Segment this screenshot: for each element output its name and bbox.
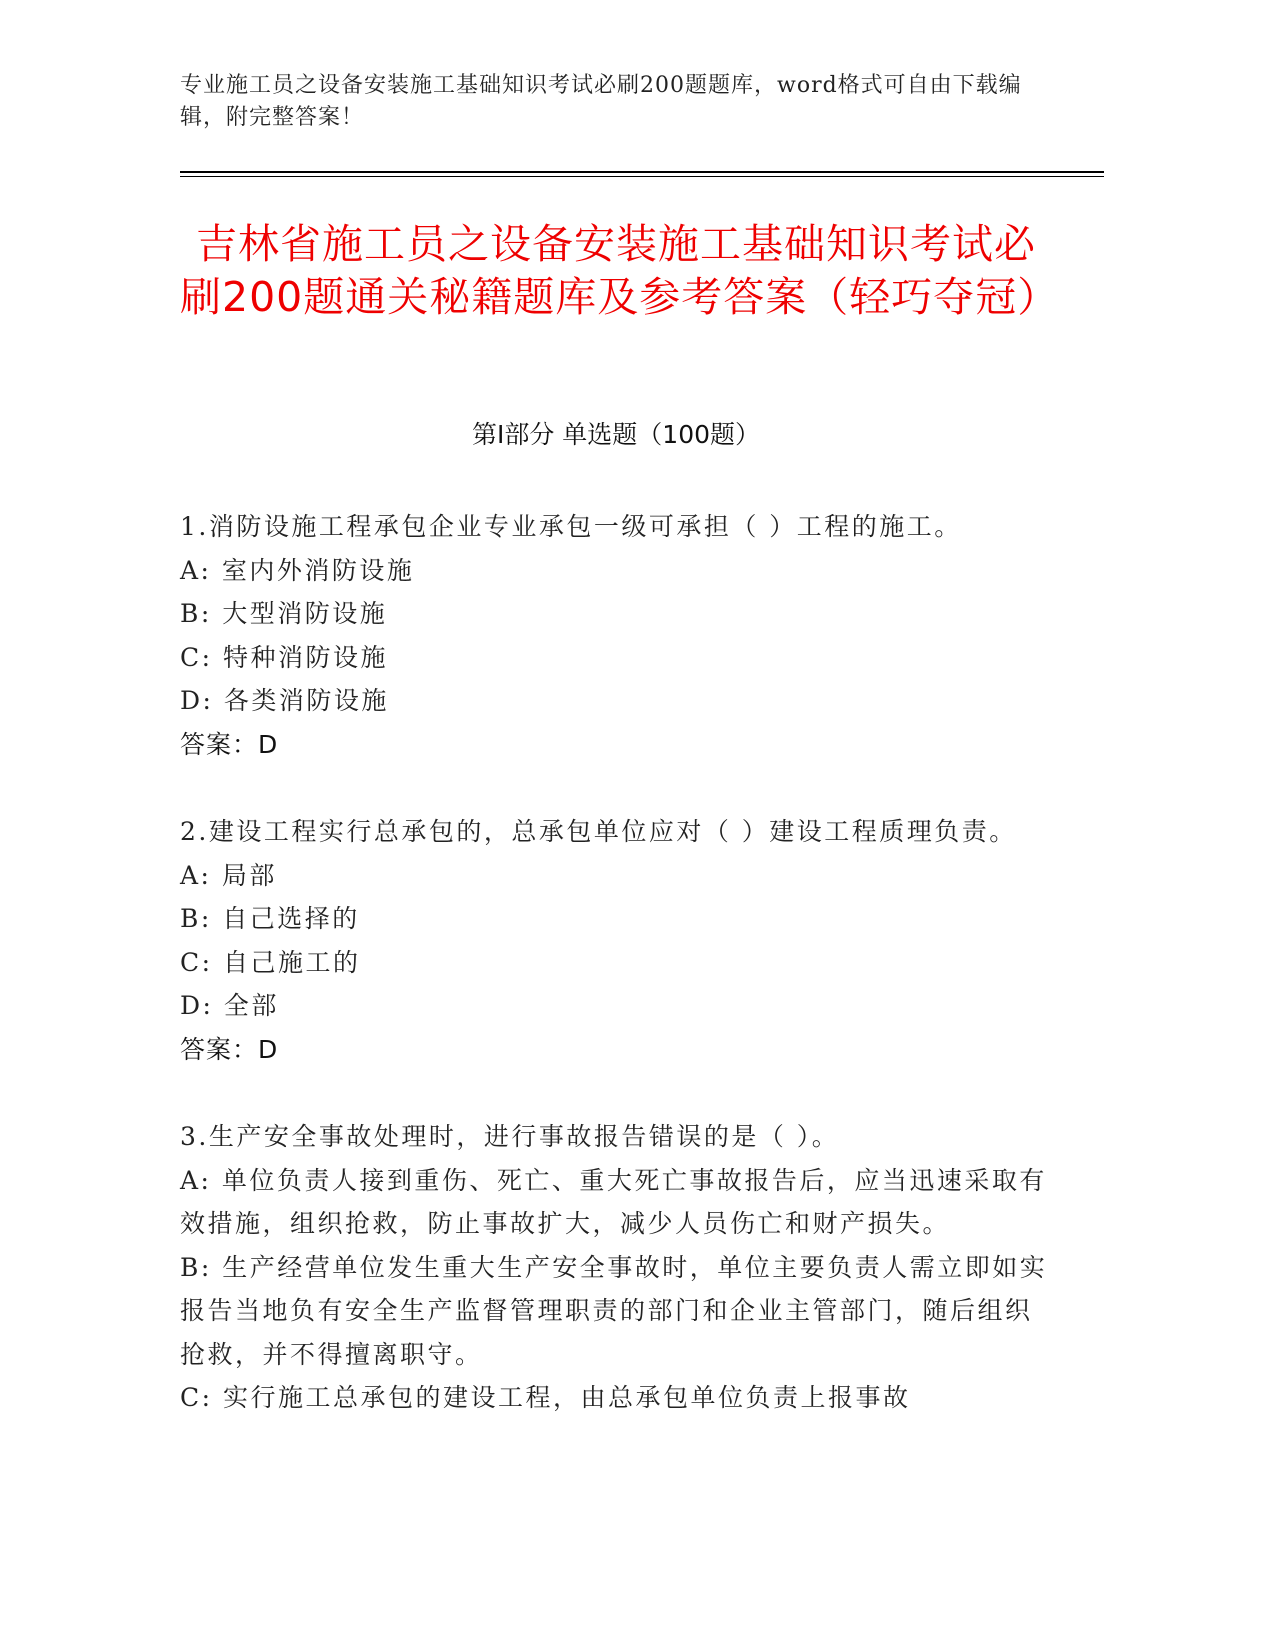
option-a: A: 室内外消防设施	[180, 555, 415, 585]
option-a: A: 单位负责人接到重伤、死亡、重大死亡事故报告后，应当迅速采取有效措施，组织抢救，防止事故扩大，减少人员伤亡和财产损失。	[180, 1165, 1047, 1238]
answer: 答案：D	[180, 1034, 279, 1064]
option-c: C: 实行施工总承包的建设工程，由总承包单位负责上报事故	[180, 1383, 911, 1412]
answer: 答案：D	[180, 729, 279, 759]
option-c: C: 自己施工的	[180, 947, 361, 977]
option-d: D: 各类消防设施	[180, 686, 389, 715]
option-b: B: 大型消防设施	[180, 599, 388, 628]
section-heading: 第Ⅰ部分 单选题（100题）	[471, 420, 761, 449]
question-1	[180, 505, 1050, 766]
option-c: C: 特种消防设施	[180, 642, 388, 672]
header-rule-thick	[180, 171, 1104, 173]
question-stem: 3.生产安全事故处理时，进行事故报告错误的是（ ）。	[180, 1122, 840, 1151]
question-stem: 1.消防设施工程承包企业专业承包一级可承担（ ）工程的施工。	[180, 512, 962, 541]
option-b: B: 自己选择的	[180, 904, 360, 933]
question-list	[180, 505, 1050, 1464]
option-b: B: 生产经营单位发生重大生产安全事故时，单位主要负责人需立即如实报告当地负有安全生产监督管理职责的部门和企业主管部门，随后组织抢救，并不得擅离职守。	[180, 1252, 1048, 1369]
header-note: 专业施工员之设备安装施工基础知识考试必刷200题题库，word格式可自由下载编辑，附完整答案！	[180, 73, 1022, 130]
header-rule-thin	[180, 176, 1104, 177]
option-d: D: 全部	[180, 991, 279, 1020]
document-title: 吉林省施工员之设备安装施工基础知识考试必刷200题通关秘籍题库及参考答案（轻巧夺冠）	[180, 220, 1060, 321]
question-stem: 2.建设工程实行总承包的，总承包单位应对（ ）建设工程质理负责。	[180, 817, 1017, 846]
option-a: A: 局部	[180, 860, 277, 890]
question-3	[180, 1115, 1050, 1420]
question-2	[180, 810, 1050, 1071]
